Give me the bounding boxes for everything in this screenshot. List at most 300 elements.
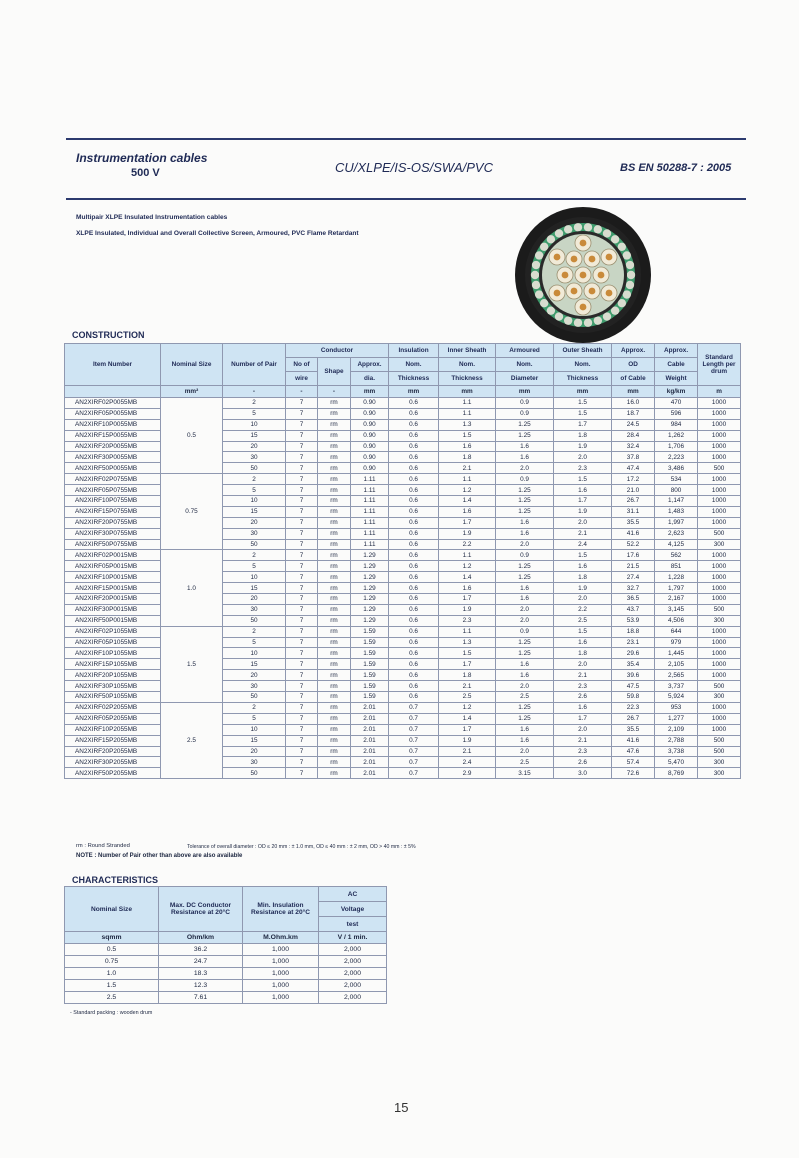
table-cell: 26.7	[612, 496, 655, 507]
table-cell: 1000	[698, 506, 741, 517]
armour-wire	[532, 261, 540, 269]
table-cell: 0.75	[161, 474, 223, 550]
table-cell: 2,000	[319, 992, 387, 1004]
table-cell: 1.59	[351, 659, 389, 670]
table-cell: rm	[318, 768, 351, 779]
table-cell: AN2XIRF05P1055MB	[65, 637, 161, 648]
table-cell: 2,000	[319, 968, 387, 980]
table-cell: 3,145	[655, 604, 698, 615]
table-cell: 1000	[698, 474, 741, 485]
table-cell: 2,105	[655, 659, 698, 670]
bottom-rule	[66, 198, 746, 200]
packing-footnote: - Standard packing : wooden drum	[70, 1010, 153, 1016]
table-cell: AN2XIRF02P1055MB	[65, 626, 161, 637]
table-cell: 2.2	[439, 539, 496, 550]
char-col-dc-resistance: Max. DC Conductor Resistance at 20°C	[159, 887, 243, 932]
table-cell: 1000	[698, 430, 741, 441]
table-cell: 2.5	[439, 692, 496, 703]
table-cell: 0.7	[389, 724, 439, 735]
page-number: 15	[394, 1100, 409, 1115]
table-cell: 1,997	[655, 517, 698, 528]
table-cell: 1.9	[554, 506, 612, 517]
table-cell: 28.4	[612, 430, 655, 441]
table-cell: 50	[223, 463, 286, 474]
table-cell: 43.7	[612, 604, 655, 615]
table-cell: 0.6	[389, 561, 439, 572]
table-cell: 7	[286, 604, 318, 615]
table-cell: AN2XIRF15P0755MB	[65, 506, 161, 517]
table-cell: 47.6	[612, 746, 655, 757]
table-cell: 470	[655, 398, 698, 409]
table-cell: 18.7	[612, 408, 655, 419]
table-cell: 1.4	[439, 496, 496, 507]
table-cell: 5,924	[655, 692, 698, 703]
table-cell: rm	[318, 539, 351, 550]
table-cell: 1.1	[439, 550, 496, 561]
table-cell: 0.7	[389, 702, 439, 713]
table-cell: AN2XIRF30P0055MB	[65, 452, 161, 463]
armour-wire	[623, 290, 631, 298]
characteristics-table	[64, 886, 387, 1004]
table-cell: 1.6	[496, 735, 554, 746]
table-row	[65, 956, 387, 968]
table-cell: rm	[318, 452, 351, 463]
table-row	[65, 992, 387, 1004]
table-cell: 1.4	[439, 572, 496, 583]
table-cell: 1.2	[439, 561, 496, 572]
table-row	[65, 702, 741, 713]
table-cell: 500	[698, 463, 741, 474]
table-cell: 500	[698, 528, 741, 539]
table-cell: 10	[223, 496, 286, 507]
table-cell: 534	[655, 474, 698, 485]
table-cell: 1000	[698, 452, 741, 463]
table-cell: rm	[318, 681, 351, 692]
col-conductor: Conductor	[286, 344, 389, 358]
table-cell: 1,706	[655, 441, 698, 452]
table-row	[65, 968, 387, 980]
table-cell: 7	[286, 485, 318, 496]
table-cell: 7	[286, 626, 318, 637]
table-cell: 15	[223, 659, 286, 670]
table-cell: 1000	[698, 702, 741, 713]
armour-wire	[531, 271, 539, 279]
table-cell: 1.1	[439, 398, 496, 409]
table-cell: AN2XIRF20P2055MB	[65, 746, 161, 757]
table-cell: 1.2	[439, 702, 496, 713]
table-cell: 2.0	[554, 452, 612, 463]
table-cell: 1000	[698, 637, 741, 648]
table-cell: AN2XIRF10P1055MB	[65, 648, 161, 659]
table-cell: 1.29	[351, 572, 389, 583]
table-cell: 1.6	[496, 452, 554, 463]
table-cell: 2,223	[655, 452, 698, 463]
table-cell: 2,788	[655, 735, 698, 746]
table-cell: 20	[223, 594, 286, 605]
table-cell: 1000	[698, 583, 741, 594]
armour-wire	[627, 271, 635, 279]
table-cell: rm	[318, 408, 351, 419]
table-cell: 2.3	[554, 746, 612, 757]
table-cell: 2,623	[655, 528, 698, 539]
table-cell: 2.0	[554, 517, 612, 528]
table-cell: rm	[318, 594, 351, 605]
table-cell: 7	[286, 648, 318, 659]
table-cell: 1000	[698, 441, 741, 452]
table-cell: 2.0	[554, 594, 612, 605]
table-cell: 0.6	[389, 670, 439, 681]
construction-code: CU/XLPE/IS-OS/SWA/PVC	[335, 160, 493, 175]
table-cell: 300	[698, 757, 741, 768]
table-cell: 7	[286, 692, 318, 703]
unit-cell: kg/km	[655, 386, 698, 398]
table-cell: rm	[318, 746, 351, 757]
table-cell: 0.6	[389, 572, 439, 583]
table-cell: 800	[655, 485, 698, 496]
table-cell: 5	[223, 408, 286, 419]
table-cell: 1.7	[439, 517, 496, 528]
table-cell: 0.6	[389, 681, 439, 692]
col-armoured-nom: Nom.	[496, 358, 554, 372]
table-cell: 2,167	[655, 594, 698, 605]
table-cell: 4,506	[655, 615, 698, 626]
table-cell: 1,228	[655, 572, 698, 583]
table-cell: 0.90	[351, 419, 389, 430]
intro-line-1: Multipair XLPE Insulated Instrumentation cables	[76, 214, 228, 221]
table-cell: 0.6	[389, 441, 439, 452]
table-cell: 1.9	[554, 441, 612, 452]
table-cell: 23.1	[612, 637, 655, 648]
table-cell: 500	[698, 735, 741, 746]
table-cell: 1.25	[496, 702, 554, 713]
table-cell: 1.29	[351, 583, 389, 594]
core-conductor	[571, 288, 578, 295]
col-outer-sheath: Outer Sheath	[554, 344, 612, 358]
table-cell: 1.25	[496, 572, 554, 583]
table-cell: 1.59	[351, 681, 389, 692]
table-cell: 0.9	[496, 408, 554, 419]
table-cell: 1,147	[655, 496, 698, 507]
table-cell: 1.7	[554, 713, 612, 724]
table-cell: AN2XIRF05P2055MB	[65, 713, 161, 724]
table-cell: AN2XIRF02P0055MB	[65, 398, 161, 409]
table-cell: 50	[223, 692, 286, 703]
table-cell: 1.59	[351, 692, 389, 703]
table-cell: 30	[223, 452, 286, 463]
table-cell: 1000	[698, 408, 741, 419]
armour-wire	[626, 281, 634, 289]
table-cell: 7	[286, 430, 318, 441]
table-cell: 2.6	[554, 692, 612, 703]
table-cell: 1,445	[655, 648, 698, 659]
table-cell: 1.25	[496, 648, 554, 659]
table-cell: 5	[223, 561, 286, 572]
table-cell: rm	[318, 528, 351, 539]
table-cell: 2	[223, 626, 286, 637]
table-cell: AN2XIRF50P2055MB	[65, 768, 161, 779]
table-cell: 7	[286, 408, 318, 419]
table-cell: 15	[223, 735, 286, 746]
table-cell: rm	[318, 441, 351, 452]
unit-cell: -	[286, 386, 318, 398]
table-cell: 1.25	[496, 419, 554, 430]
table-cell: AN2XIRF05P0055MB	[65, 408, 161, 419]
table-cell: 21.0	[612, 485, 655, 496]
table-cell: 2.3	[554, 681, 612, 692]
armour-wire	[584, 319, 592, 327]
table-cell: rm	[318, 398, 351, 409]
table-cell: 1.59	[351, 637, 389, 648]
table-cell: AN2XIRF20P0755MB	[65, 517, 161, 528]
table-cell: 1000	[698, 496, 741, 507]
table-cell: 30	[223, 757, 286, 768]
core-conductor	[571, 256, 578, 263]
char-col-insulation-resistance: Min. Insulation Resistance at 20°C	[243, 887, 319, 932]
table-cell: rm	[318, 713, 351, 724]
table-cell: 2.5	[65, 992, 159, 1004]
core-conductor	[580, 240, 587, 247]
unit-cell: Ohm/km	[159, 932, 243, 944]
table-cell: 57.4	[612, 757, 655, 768]
table-cell: 1.9	[439, 604, 496, 615]
table-cell: 1000	[698, 648, 741, 659]
table-cell: 2.1	[439, 746, 496, 757]
table-cell: rm	[318, 724, 351, 735]
table-cell: 0.6	[389, 474, 439, 485]
table-cell: 1,262	[655, 430, 698, 441]
table-cell: 0.90	[351, 463, 389, 474]
table-cell: 1.1	[439, 408, 496, 419]
table-cell: 1.25	[496, 430, 554, 441]
table-cell: 1000	[698, 572, 741, 583]
table-cell: 50	[223, 539, 286, 550]
table-cell: rm	[318, 463, 351, 474]
table-cell: 2.01	[351, 757, 389, 768]
table-cell: 32.4	[612, 441, 655, 452]
table-cell: 1.25	[496, 496, 554, 507]
table-cell: 1.5	[554, 398, 612, 409]
table-cell: 1.8	[554, 572, 612, 583]
col-approx-od-2: OD	[612, 358, 655, 372]
table-cell: 562	[655, 550, 698, 561]
table-cell: 2,000	[319, 944, 387, 956]
table-cell: 0.6	[389, 637, 439, 648]
table-cell: 300	[698, 768, 741, 779]
table-cell: 2.9	[439, 768, 496, 779]
table-cell: rm	[318, 670, 351, 681]
core-conductor	[554, 290, 561, 297]
table-cell: 7	[286, 681, 318, 692]
core-conductor	[562, 272, 569, 279]
table-cell: rm	[318, 604, 351, 615]
table-cell: 31.1	[612, 506, 655, 517]
core-conductor	[589, 288, 596, 295]
table-cell: 2.0	[554, 724, 612, 735]
table-cell: AN2XIRF30P0755MB	[65, 528, 161, 539]
table-cell: 0.6	[389, 692, 439, 703]
table-cell: 2.5	[496, 757, 554, 768]
table-cell: rm	[318, 692, 351, 703]
table-cell: 7	[286, 637, 318, 648]
table-cell: 50	[223, 615, 286, 626]
table-cell: 2.1	[439, 463, 496, 474]
table-cell: 10	[223, 419, 286, 430]
construction-table	[64, 343, 741, 779]
unit-cell: mm²	[161, 386, 223, 398]
table-cell: AN2XIRF15P1055MB	[65, 659, 161, 670]
col-nominal-size: Nominal Size	[161, 344, 223, 386]
table-cell: 10	[223, 648, 286, 659]
table-cell: 2.1	[554, 670, 612, 681]
col-approx-od: Approx.	[612, 344, 655, 358]
table-cell: 2.6	[554, 757, 612, 768]
table-cell: 7	[286, 583, 318, 594]
table-cell: 59.8	[612, 692, 655, 703]
table-cell: 1000	[698, 724, 741, 735]
table-cell: 7	[286, 452, 318, 463]
table-cell: 15	[223, 583, 286, 594]
table-cell: 0.7	[389, 713, 439, 724]
table-cell: 979	[655, 637, 698, 648]
table-cell: 1.7	[554, 419, 612, 430]
table-cell: 1.8	[439, 670, 496, 681]
table-cell: 1.6	[496, 528, 554, 539]
table-cell: 1.29	[351, 550, 389, 561]
table-cell: 7	[286, 398, 318, 409]
table-cell: 1000	[698, 670, 741, 681]
unit-cell: mm	[351, 386, 389, 398]
col-insulation: Insulation	[389, 344, 439, 358]
table-cell: AN2XIRF10P0055MB	[65, 419, 161, 430]
table-cell: 1.29	[351, 615, 389, 626]
cable-cross-section-image	[513, 205, 653, 345]
table-row	[65, 944, 387, 956]
table-cell: 0.6	[389, 485, 439, 496]
table-cell: 1.6	[439, 506, 496, 517]
table-cell: 1,277	[655, 713, 698, 724]
table-cell: 2.01	[351, 746, 389, 757]
table-cell: 0.90	[351, 398, 389, 409]
table-cell: 1.25	[496, 506, 554, 517]
unit-cell: mm	[612, 386, 655, 398]
table-cell: AN2XIRF30P1055MB	[65, 681, 161, 692]
table-cell: 300	[698, 615, 741, 626]
table-cell: 0.7	[389, 735, 439, 746]
table-cell: 1.6	[496, 670, 554, 681]
table-cell: 1.29	[351, 604, 389, 615]
col-approx-dia-2: dia.	[351, 372, 389, 386]
table-cell: AN2XIRF20P0055MB	[65, 441, 161, 452]
table-cell: 2.0	[496, 463, 554, 474]
table-cell: 47.4	[612, 463, 655, 474]
col-inner-sheath-nom: Nom.	[439, 358, 496, 372]
table-cell: 0.9	[496, 398, 554, 409]
table-cell: rm	[318, 550, 351, 561]
col-inner-sheath: Inner Sheath	[439, 344, 496, 358]
table-cell: 7	[286, 713, 318, 724]
table-cell: 50	[223, 768, 286, 779]
table-cell: 500	[698, 681, 741, 692]
table-cell: AN2XIRF10P2055MB	[65, 724, 161, 735]
table-cell: 1000	[698, 561, 741, 572]
table-cell: 20	[223, 441, 286, 452]
table-cell: 1.7	[439, 724, 496, 735]
unit-cell	[65, 386, 161, 398]
table-cell: 0.6	[389, 648, 439, 659]
unit-cell: V / 1 min.	[319, 932, 387, 944]
table-cell: 500	[698, 604, 741, 615]
table-cell: 2.0	[496, 681, 554, 692]
table-cell: 984	[655, 419, 698, 430]
table-cell: 0.90	[351, 441, 389, 452]
table-cell: 0.6	[389, 517, 439, 528]
round-stranded-footnote: rm : Round Stranded	[76, 843, 130, 849]
table-cell: 0.6	[389, 539, 439, 550]
units-row	[65, 386, 741, 398]
table-cell: 0.6	[389, 419, 439, 430]
table-cell: 1.9	[554, 583, 612, 594]
table-cell: 2.4	[439, 757, 496, 768]
table-cell: rm	[318, 419, 351, 430]
table-cell: 7	[286, 572, 318, 583]
table-cell: 4,125	[655, 539, 698, 550]
table-cell: 0.6	[389, 398, 439, 409]
col-standard-length: Standard Length per drum	[698, 344, 741, 386]
table-cell: 1000	[698, 485, 741, 496]
table-cell: 2,565	[655, 670, 698, 681]
table-cell: 953	[655, 702, 698, 713]
table-cell: 1.5	[439, 648, 496, 659]
table-cell: 1.11	[351, 485, 389, 496]
core-conductor	[606, 254, 613, 261]
table-cell: rm	[318, 659, 351, 670]
table-cell: 0.6	[389, 528, 439, 539]
table-cell: 0.6	[389, 496, 439, 507]
table-cell: 1.2	[439, 485, 496, 496]
table-cell: 7	[286, 474, 318, 485]
table-cell: 5	[223, 485, 286, 496]
table-cell: 7	[286, 463, 318, 474]
table-cell: 7	[286, 517, 318, 528]
characteristics-heading: CHARACTERISTICS	[72, 875, 159, 885]
table-cell: 1.6	[554, 637, 612, 648]
table-cell: 8,769	[655, 768, 698, 779]
table-cell: 0.9	[496, 550, 554, 561]
table-cell: 36.2	[159, 944, 243, 956]
armour-wire	[535, 290, 543, 298]
table-cell: 1.6	[496, 517, 554, 528]
table-cell: 1.3	[439, 419, 496, 430]
table-cell: 3.15	[496, 768, 554, 779]
table-cell: 1.29	[351, 594, 389, 605]
construction-heading: CONSTRUCTION	[72, 330, 145, 340]
table-cell: 2,109	[655, 724, 698, 735]
table-cell: 2.0	[496, 615, 554, 626]
table-cell: 7	[286, 702, 318, 713]
unit-cell: -	[223, 386, 286, 398]
table-cell: AN2XIRF30P2055MB	[65, 757, 161, 768]
armour-wire	[564, 316, 572, 324]
table-cell: rm	[318, 583, 351, 594]
table-row	[65, 550, 741, 561]
table-cell: 0.6	[389, 604, 439, 615]
table-cell: 1.5	[65, 980, 159, 992]
table-cell: AN2XIRF50P1055MB	[65, 692, 161, 703]
product-title: Instrumentation cables	[76, 151, 208, 165]
table-cell: AN2XIRF02P2055MB	[65, 702, 161, 713]
table-cell: 0.90	[351, 430, 389, 441]
table-cell: 1.6	[496, 594, 554, 605]
